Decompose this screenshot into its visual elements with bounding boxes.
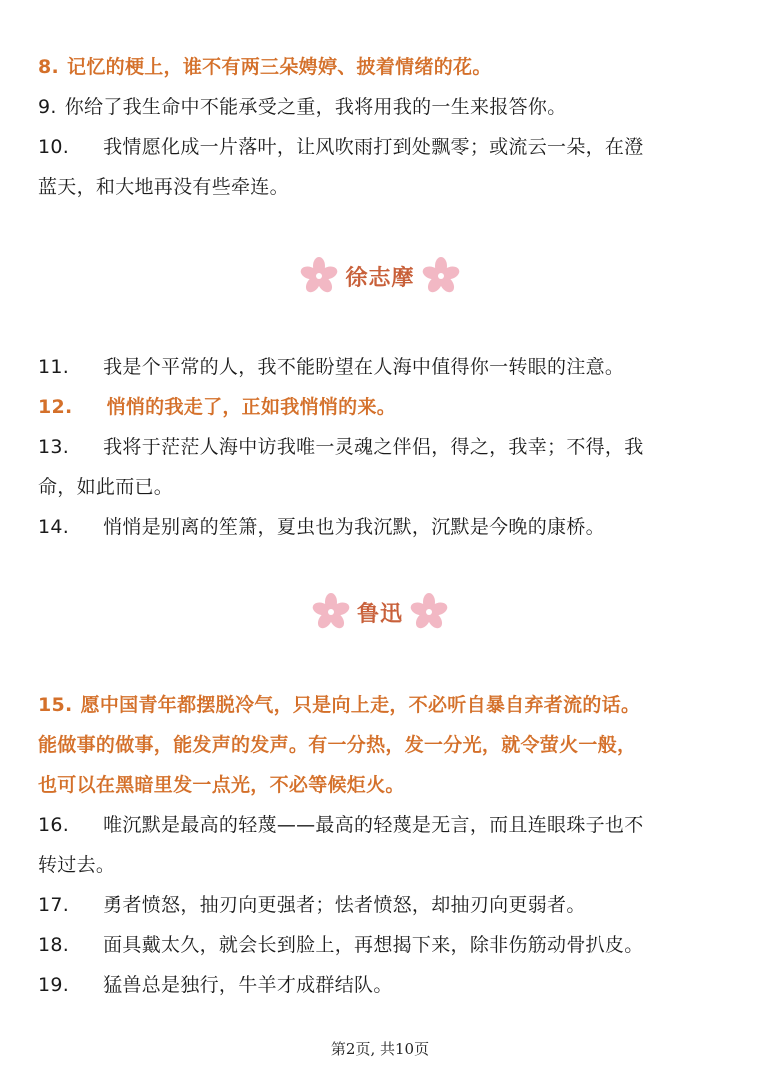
section-heading-lu-xun <box>0 588 760 636</box>
quote-text: 我是个平常的人，我不能盼望在人海中值得你一转眼的注意。 <box>103 356 625 378</box>
quote-item-8 <box>38 48 732 86</box>
cherry-blossom-icon <box>409 592 449 632</box>
quote-continuation: 命，如此而已。 <box>38 476 174 498</box>
quote-item-19 <box>38 966 732 1004</box>
quote-item-11 <box>38 348 732 386</box>
quote-text: 记忆的梗上，谁不有两三朵娉婷、披着情绪的花。 <box>67 56 492 78</box>
quote-item-17 <box>38 886 732 924</box>
quote-number: 11. <box>38 356 70 378</box>
quote-number: 19. <box>38 974 70 996</box>
quote-text: 我情愿化成一片落叶，让风吹雨打到处飘零；或流云一朵，在澄 <box>103 136 644 158</box>
quote-continuation: 蓝天，和大地再没有些牵连。 <box>38 176 289 198</box>
quote-text: 唯沉默是最高的轻蔑——最高的轻蔑是无言，而且连眼珠子也不 <box>103 814 644 836</box>
page-number-footer: 第2页, 共10页 <box>330 1040 430 1058</box>
quote-number: 9. <box>38 96 57 118</box>
quote-text: 悄悄是别离的笙箫，夏虫也为我沉默，沉默是今晚的康桥。 <box>103 516 605 538</box>
section-heading-xu-zhimo <box>0 252 760 300</box>
quote-text: 面具戴太久，就会长到脸上，再想揭下来，除非伤筋动骨扒皮。 <box>103 934 644 956</box>
cherry-blossom-icon <box>311 592 351 632</box>
section-title: 鲁迅 <box>356 601 403 627</box>
quote-number: 8. <box>38 56 60 78</box>
quote-item-9 <box>38 88 732 126</box>
cherry-blossom-icon <box>421 256 461 296</box>
quote-text: 愿中国青年都摆脱冷气，只是向上走，不必听自暴自弃者流的话。 <box>80 694 641 716</box>
quote-number: 18. <box>38 934 70 956</box>
quote-number: 14. <box>38 516 70 538</box>
quote-continuation: 能做事的做事，能发声的发声。有一分热，发一分光，就令萤火一般， <box>38 734 637 756</box>
quote-continuation: 也可以在黑暗里发一点光，不必等候炬火。 <box>38 774 405 796</box>
quote-text: 猛兽总是独行，牛羊才成群结队。 <box>103 974 393 996</box>
cherry-blossom-icon <box>299 256 339 296</box>
quote-item-18 <box>38 926 732 964</box>
quote-text: 勇者愤怒，抽刃向更强者；怯者愤怒，却抽刃向更弱者。 <box>103 894 586 916</box>
quote-text: 我将于茫茫人海中访我唯一灵魂之伴侣，得之，我幸；不得，我 <box>103 436 644 458</box>
quote-text: 你给了我生命中不能承受之重，我将用我的一生来报答你。 <box>64 96 567 118</box>
quote-item-15 <box>38 686 732 724</box>
quote-number: 16. <box>38 814 70 836</box>
quote-number: 13. <box>38 436 70 458</box>
quote-number: 12. <box>38 396 73 418</box>
quote-number: 10. <box>38 136 70 158</box>
quote-item-10 <box>38 128 732 166</box>
quote-continuation: 转过去。 <box>38 854 116 876</box>
quote-item-16 <box>38 806 732 844</box>
quote-text: 悄悄的我走了，正如我悄悄的来。 <box>106 396 397 418</box>
quote-number: 15. <box>38 694 73 716</box>
quote-number: 17. <box>38 894 70 916</box>
quote-item-13 <box>38 428 732 466</box>
quote-item-12 <box>38 388 732 426</box>
section-title: 徐志摩 <box>345 265 415 291</box>
quote-item-14 <box>38 508 732 546</box>
